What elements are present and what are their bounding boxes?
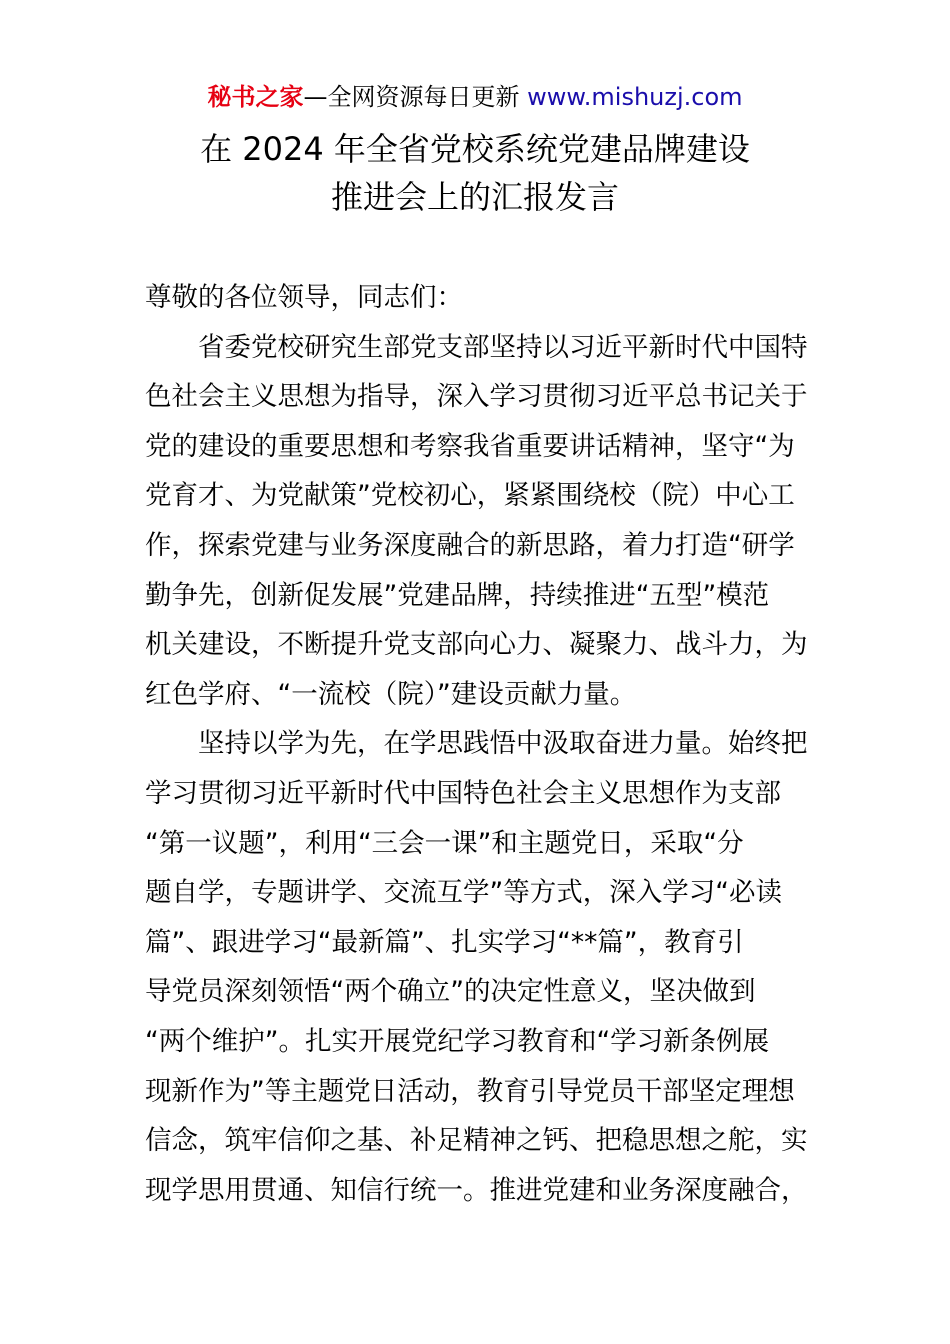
paragraph-line: 导党员深刻领悟“两个确立”的决定性意义，坚决做到 <box>145 976 756 1008</box>
paragraph-line: 勤争先，创新促发展”党建品牌，持续推进“五型”模范 <box>145 579 770 611</box>
document-title <box>0 125 950 221</box>
paragraph-line: 信念，筑牢信仰之基、补足精神之钙、把稳思想之舵，实 <box>145 1125 808 1157</box>
title-line-2: 推进会上的汇报发言 <box>330 178 619 216</box>
paragraph-line: 现学思用贯通、知信行统一。推进党建和业务深度融合， <box>145 1174 808 1206</box>
paragraph-line: 党的建设的重要思想和考察我省重要讲话精神，坚守“为 <box>145 430 795 462</box>
header-tagline: —全网资源每日更新 <box>303 83 520 111</box>
paragraph-line: 色社会主义思想为指导，深入学习贯彻习近平总书记关于 <box>145 381 808 413</box>
paragraph-line: 篇”、跟进学习“最新篇”、扎实学习“**篇”，教育引 <box>145 926 744 958</box>
paragraph-line: 学习贯彻习近平新时代中国特色社会主义思想作为支部 <box>145 777 781 809</box>
site-header <box>0 80 950 114</box>
title-line-1: 在 2024 年全省党校系统党建品牌建设 <box>200 130 750 168</box>
site-url[interactable]: www.mishuzj.com <box>527 83 743 111</box>
paragraph-line: 现新作为”等主题党日活动，教育引导党员干部坚定理想 <box>145 1075 795 1107</box>
paragraph-line: 省委党校研究生部党支部坚持以习近平新时代中国特 <box>198 331 808 363</box>
paragraph-line: 坚持以学为先，在学思践悟中汲取奋进力量。始终把 <box>198 728 808 760</box>
salutation: 尊敬的各位领导，同志们： <box>145 282 463 313</box>
paragraph-line: 题自学，专题讲学、交流互学”等方式，深入学习“必读 <box>145 877 782 909</box>
paragraph-line: 红色学府、“一流校（院）”建设贡献力量。 <box>145 678 637 710</box>
document-body <box>145 273 810 1215</box>
paragraph-line: “第一议题”，利用“三会一课”和主题党日，采取“分 <box>145 827 744 859</box>
paragraph-line: 党育才、为党献策”党校初心，紧紧围绕校（院）中心工 <box>145 480 795 512</box>
paragraph-line: “两个维护”。扎实开展党纪学习教育和“学习新条例展 <box>145 1025 770 1057</box>
paragraph-line: 作，探索党建与业务深度融合的新思路，着力打造“研学 <box>145 529 795 561</box>
paragraph-line: 机关建设，不断提升党支部向心力、凝聚力、战斗力，为 <box>145 629 808 661</box>
brand-name: 秘书之家 <box>207 83 304 111</box>
